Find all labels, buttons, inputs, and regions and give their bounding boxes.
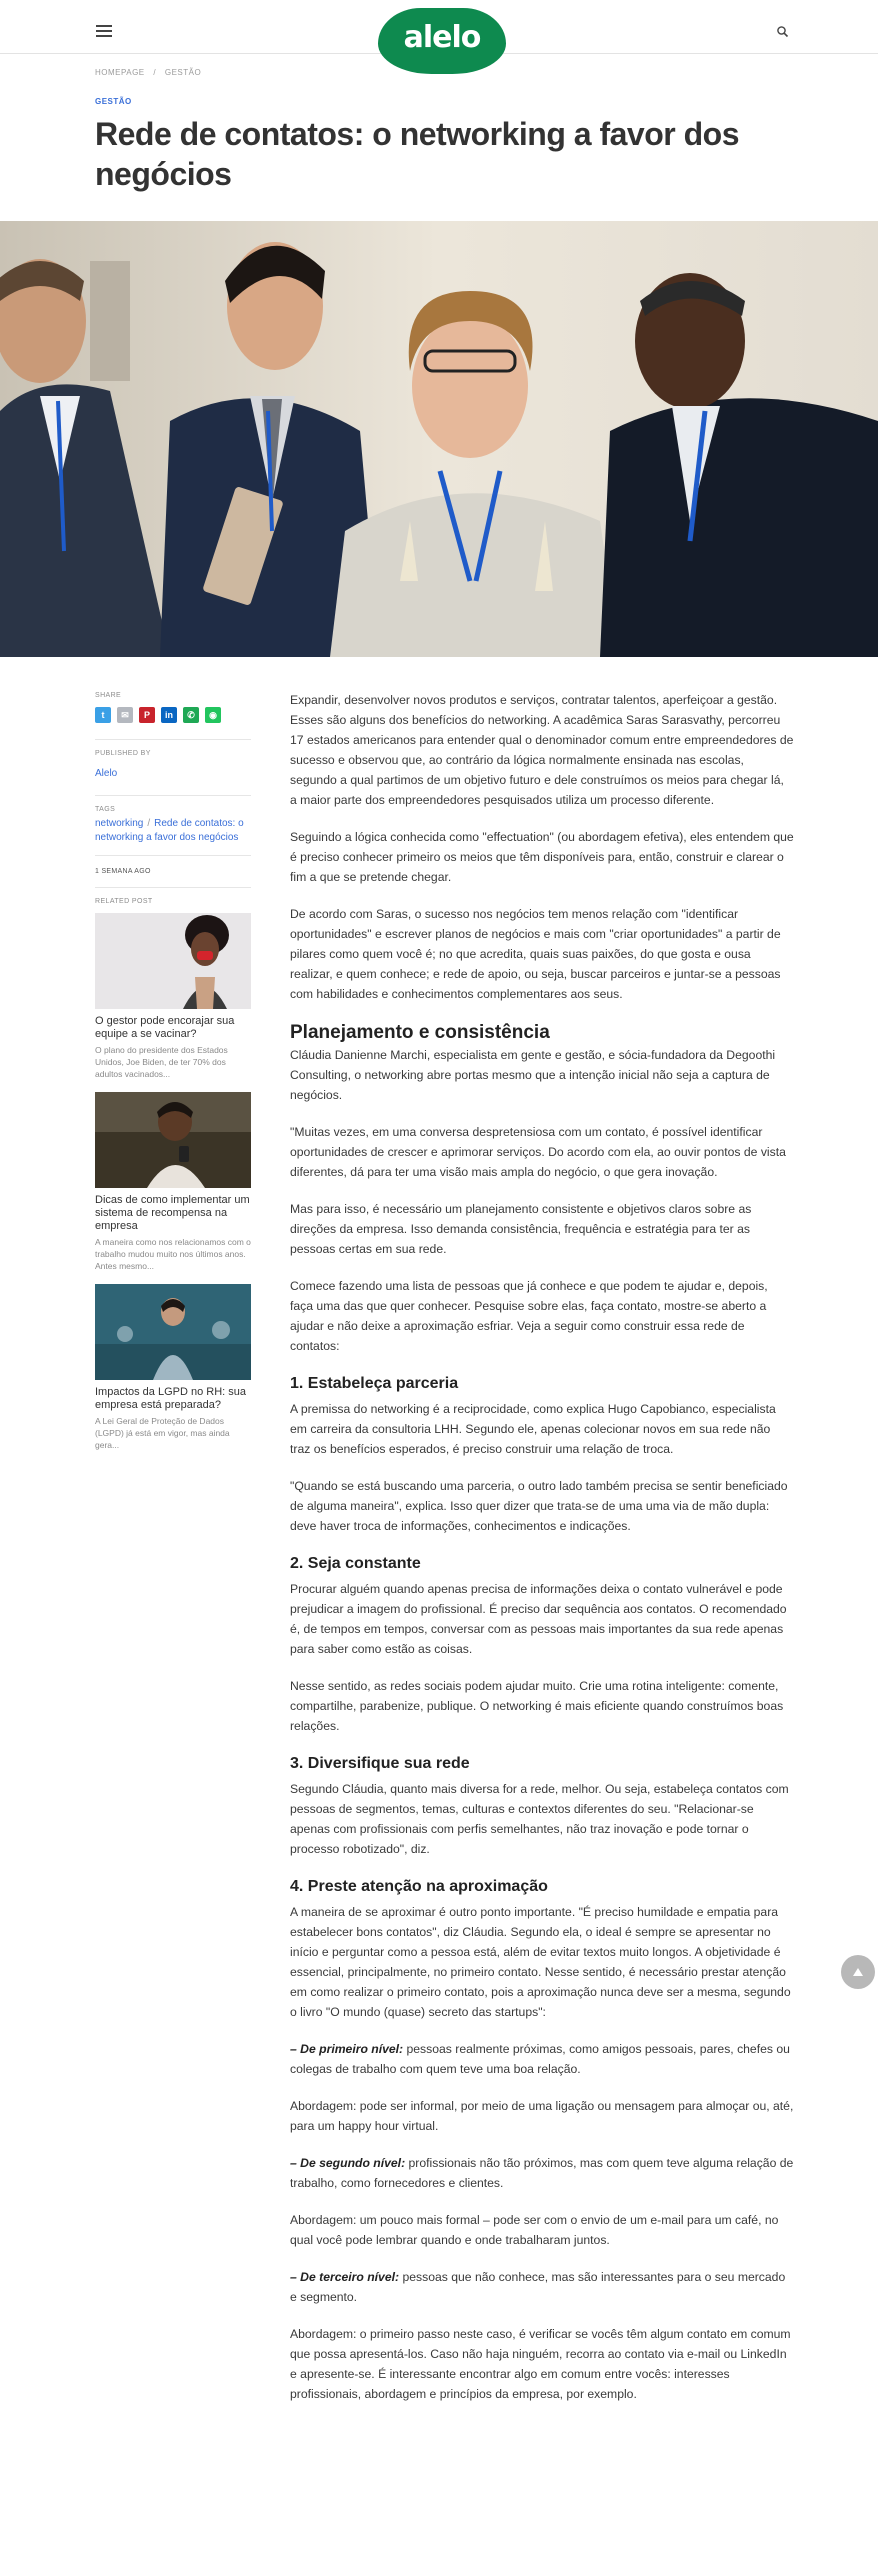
back-to-top-button[interactable] [841, 1955, 875, 1989]
tag-list [95, 817, 251, 845]
related-post-excerpt: O plano do presidente dos Estados Unidos, Joe Biden, de ter 70% dos adultos vacinados... [95, 1045, 228, 1079]
paragraph: Nesse sentido, as redes sociais podem ajudar muito. Crie uma rotina inteligente: comente, compartilhe, parabenize, publique. O networking é mais eficiente quando construímos boas relações. [290, 1679, 784, 1733]
level-text: pessoas que não conhece, mas são interessantes para o seu mercado e segmento. [290, 2270, 786, 2304]
paragraph: A premissa do networking é a reciprocidade, como explica Hugo Capobianco, especialista em carreira da consultoria LHH. Segundo ele, apenas colecionar novos em sua rede não traz os benefícios esperados, é preciso construir uma relação de troca. [290, 1402, 776, 1456]
paragraph: "Quando se está buscando uma parceria, o outro lado também precisa se sentir beneficiado de alguma maneira", explica. Isso quer dizer que trata-se de uma uma via de mão dupla: deve haver troca de informações, conhecimentos e indicações. [290, 1479, 788, 1533]
level-item [290, 2153, 794, 2193]
paragraph: Abordagem: pode ser informal, por meio de uma ligação ou mensagem para almoçar ou, até, para um happy hour virtual. [290, 2099, 794, 2133]
breadcrumb-separator: / [153, 68, 157, 77]
divider [95, 887, 251, 888]
linkedin-icon[interactable]: in [161, 707, 177, 723]
divider [95, 795, 251, 796]
pinterest-icon[interactable]: P [139, 707, 155, 723]
article-body [290, 690, 794, 2421]
level-text: profissionais não tão próximos, mas com quem teve alguma relação de trabalho, como fornecedores e clientes. [290, 2156, 794, 2190]
hero-image [0, 221, 878, 657]
related-post-card[interactable] [95, 1092, 251, 1272]
paragraph: "Muitas vezes, em uma conversa despretensiosa com um contato, é possível identificar oportunidades de crescer e aprimorar serviços. Do acordo com ela, ao ouvir pontos de vista diferentes, dá para ter uma visão mais ampla do negócio, o que gera inovação. [290, 1125, 786, 1179]
level-item [290, 2267, 794, 2307]
paragraph: De acordo com Saras, o sucesso nos negócios tem menos relação com "identificar oportunidades" e escrever planos de negócios e mais com "criar oportunidades" a partir de pilares como quem você é; no que acredita, quais suas paixões, do que gosta e ousa realizar, e quem conhece; e rede de apoio, ou seja, buscar parceiros e juntar-se a pessoas com habilidades e conhecimentos complementares aos seus. [290, 907, 781, 1001]
logo-text: alelo [403, 19, 481, 55]
paragraph: Expandir, desenvolver novos produtos e serviços, contratar talentos, aperfeiçoar a gestão. Esses são alguns dos benefícios do networking. A acadêmica Saras Sarasvathy, percorreu 17 estados americanos para entender qual o denominador comum entre empreendedores de sucesso e observou que, ao contrário da lógica normalmente ensinada nas escolas, segundo a qual partimos de um objetivo futuro e dele construímos os meios para chegar lá, a maior parte dos empreendedores pesquisados utiliza um processo diferente. [290, 693, 794, 807]
paragraph: Segundo Cláudia, quanto mais diversa for a rede, melhor. Ou seja, estabeleça contatos com pessoas de segmentos, temas, culturas e contextos diferentes do seu. "Relacionar-se apenas com profissionais com perfis semelhantes, não traz inovação e pode tornar o processo robotizado", diz. [290, 1782, 789, 1856]
related-posts [95, 913, 251, 1451]
search-icon[interactable] [776, 25, 790, 39]
subsection-heading: 2. Seja constante [290, 1555, 421, 1572]
arrow-up-icon [852, 1967, 864, 1977]
paragraph: Procurar alguém quando apenas precisa de informações deixa o contato vulnerável e pode prejudicar a imagem do profissional. É preciso dar sequência aos contatos. O recomendado é, de tempos em tempos, conversar com as pessoas mais importantes da sua rede apenas para saber como estão as coisas. [290, 1582, 787, 1656]
paragraph: Mas para isso, é necessário um planejamento consistente e objetivos claros sobre as direções da empresa. Isso demanda consistência, frequência e estratégia para ter as pessoas certas em sua rede. [290, 1202, 752, 1256]
related-post-title[interactable]: O gestor pode encorajar sua equipe a se vacinar? [95, 1015, 235, 1040]
author-link[interactable]: Alelo [95, 768, 118, 779]
level-text: pessoas realmente próximas, como amigos pessoais, pares, chefes ou colegas de trabalho com quem teve uma boa relação. [290, 2042, 790, 2076]
paragraph: A maneira de se aproximar é outro ponto importante. "É preciso humildade e empatia para estabelecer bons contatos", diz Cláudia. Segundo ela, o ideal é sempre se apresentar no início e perguntar como a pessoa está, além de evitar textos muito longos. A objetividade é essencial, principalmente, no primeiro contato. Nesse sentido, é necessário prestar atenção em como realizar o primeiro contato, pois a aproximação nunca deve ser a mesma, segundo o livro "O mundo (quase) secreto das startups": [290, 1905, 791, 2019]
divider [95, 739, 251, 740]
hamburger-menu-icon[interactable] [96, 25, 112, 37]
paragraph: Abordagem: um pouco mais formal – pode ser com o envio de um e-mail para um café, no qual você pode lembrar quando e onde trabalharam juntos. [290, 2213, 779, 2247]
subsection-heading: 1. Estabeleça parceria [290, 1375, 459, 1392]
related-post-card[interactable] [95, 1284, 251, 1451]
tag-link[interactable]: Rede de contatos: o networking a favor dos negócios [95, 818, 244, 843]
related-post-image[interactable] [95, 1092, 251, 1188]
paragraph: Comece fazendo uma lista de pessoas que já conhece e que podem te ajudar e, depois, faça uma das que quer conhecer. Pesquise sobre elas, faça contato, mostre-se aberto a ajudar e não deixe a aproximação esfriar. Veja a seguir como construir essa rede de contatos: [290, 1279, 768, 1353]
tags-label: TAGS [95, 806, 116, 813]
published-by-label: PUBLISHED BY [95, 750, 151, 757]
level-item [290, 2039, 794, 2079]
related-post-title[interactable]: Dicas de como implementar um sistema de recompensa na empresa [95, 1194, 250, 1232]
share-label: SHARE [95, 692, 122, 699]
article-sidebar [95, 692, 251, 1463]
section-heading: Planejamento e consistência [290, 1022, 550, 1043]
breadcrumb-category[interactable]: GESTÃO [164, 68, 202, 77]
breadcrumb-home[interactable]: HOMEPAGE [95, 68, 145, 77]
share-buttons [95, 707, 251, 723]
divider [95, 855, 251, 856]
category-label[interactable]: GESTÃO [95, 97, 132, 106]
email-icon[interactable]: ✉ [117, 707, 133, 723]
line-icon[interactable]: ◉ [205, 707, 221, 723]
twitter-icon[interactable]: t [95, 707, 111, 723]
related-post-card[interactable] [95, 913, 251, 1080]
paragraph: Abordagem: o primeiro passo neste caso, é verificar se vocês têm algum contato em comum que possa apresentá-los. Caso não haja ninguém, recorra ao contato via e-mail ou LinkedIn e apresente-se. É interessante encontrar algo em comum entre vocês: interesses profissionais, abordagem e princípios da empresa, por exemplo. [290, 2327, 791, 2401]
tag-link[interactable]: networking [95, 818, 144, 829]
breadcrumb [95, 68, 207, 77]
related-post-label: RELATED POST [95, 898, 153, 905]
related-post-image[interactable] [95, 1284, 251, 1380]
related-post-image[interactable] [95, 913, 251, 1009]
related-post-excerpt: A Lei Geral de Proteção de Dados (LGPD) já está em vigor, mas ainda gera... [95, 1416, 230, 1450]
alelo-logo[interactable] [378, 8, 506, 74]
tag-separator: / [147, 818, 151, 829]
level-label: – De primeiro nível: [290, 2042, 404, 2056]
publish-time: 1 SEMANA AGO [95, 868, 151, 875]
subsection-heading: 4. Preste atenção na aproximação [290, 1878, 548, 1895]
paragraph: Seguindo a lógica conhecida como "effectuation" (ou abordagem efetiva), eles entendem que é preciso conhecer primeiro os meios que têm disponíveis para, então, construir e clarear o fim a que se pretende chegar. [290, 830, 794, 884]
subsection-heading: 3. Diversifique sua rede [290, 1755, 470, 1772]
level-label: – De segundo nível: [290, 2156, 406, 2170]
related-post-title[interactable]: Impactos da LGPD no RH: sua empresa está preparada? [95, 1386, 247, 1411]
related-post-excerpt: A maneira como nos relacionamos com o trabalho mudou muito nos últimos anos. Antes mesmo... [95, 1237, 251, 1271]
page-title: Rede de contatos: o networking a favor dos negócios [95, 116, 739, 192]
level-label: – De terceiro nível: [290, 2270, 400, 2284]
whatsapp-icon[interactable]: ✆ [183, 707, 199, 723]
paragraph: Cláudia Danienne Marchi, especialista em gente e gestão, e sócia-fundadora da Degoothi Consulting, o networking abre portas mesmo que a intenção inicial não seja a captura de negócios. [290, 1048, 776, 1102]
